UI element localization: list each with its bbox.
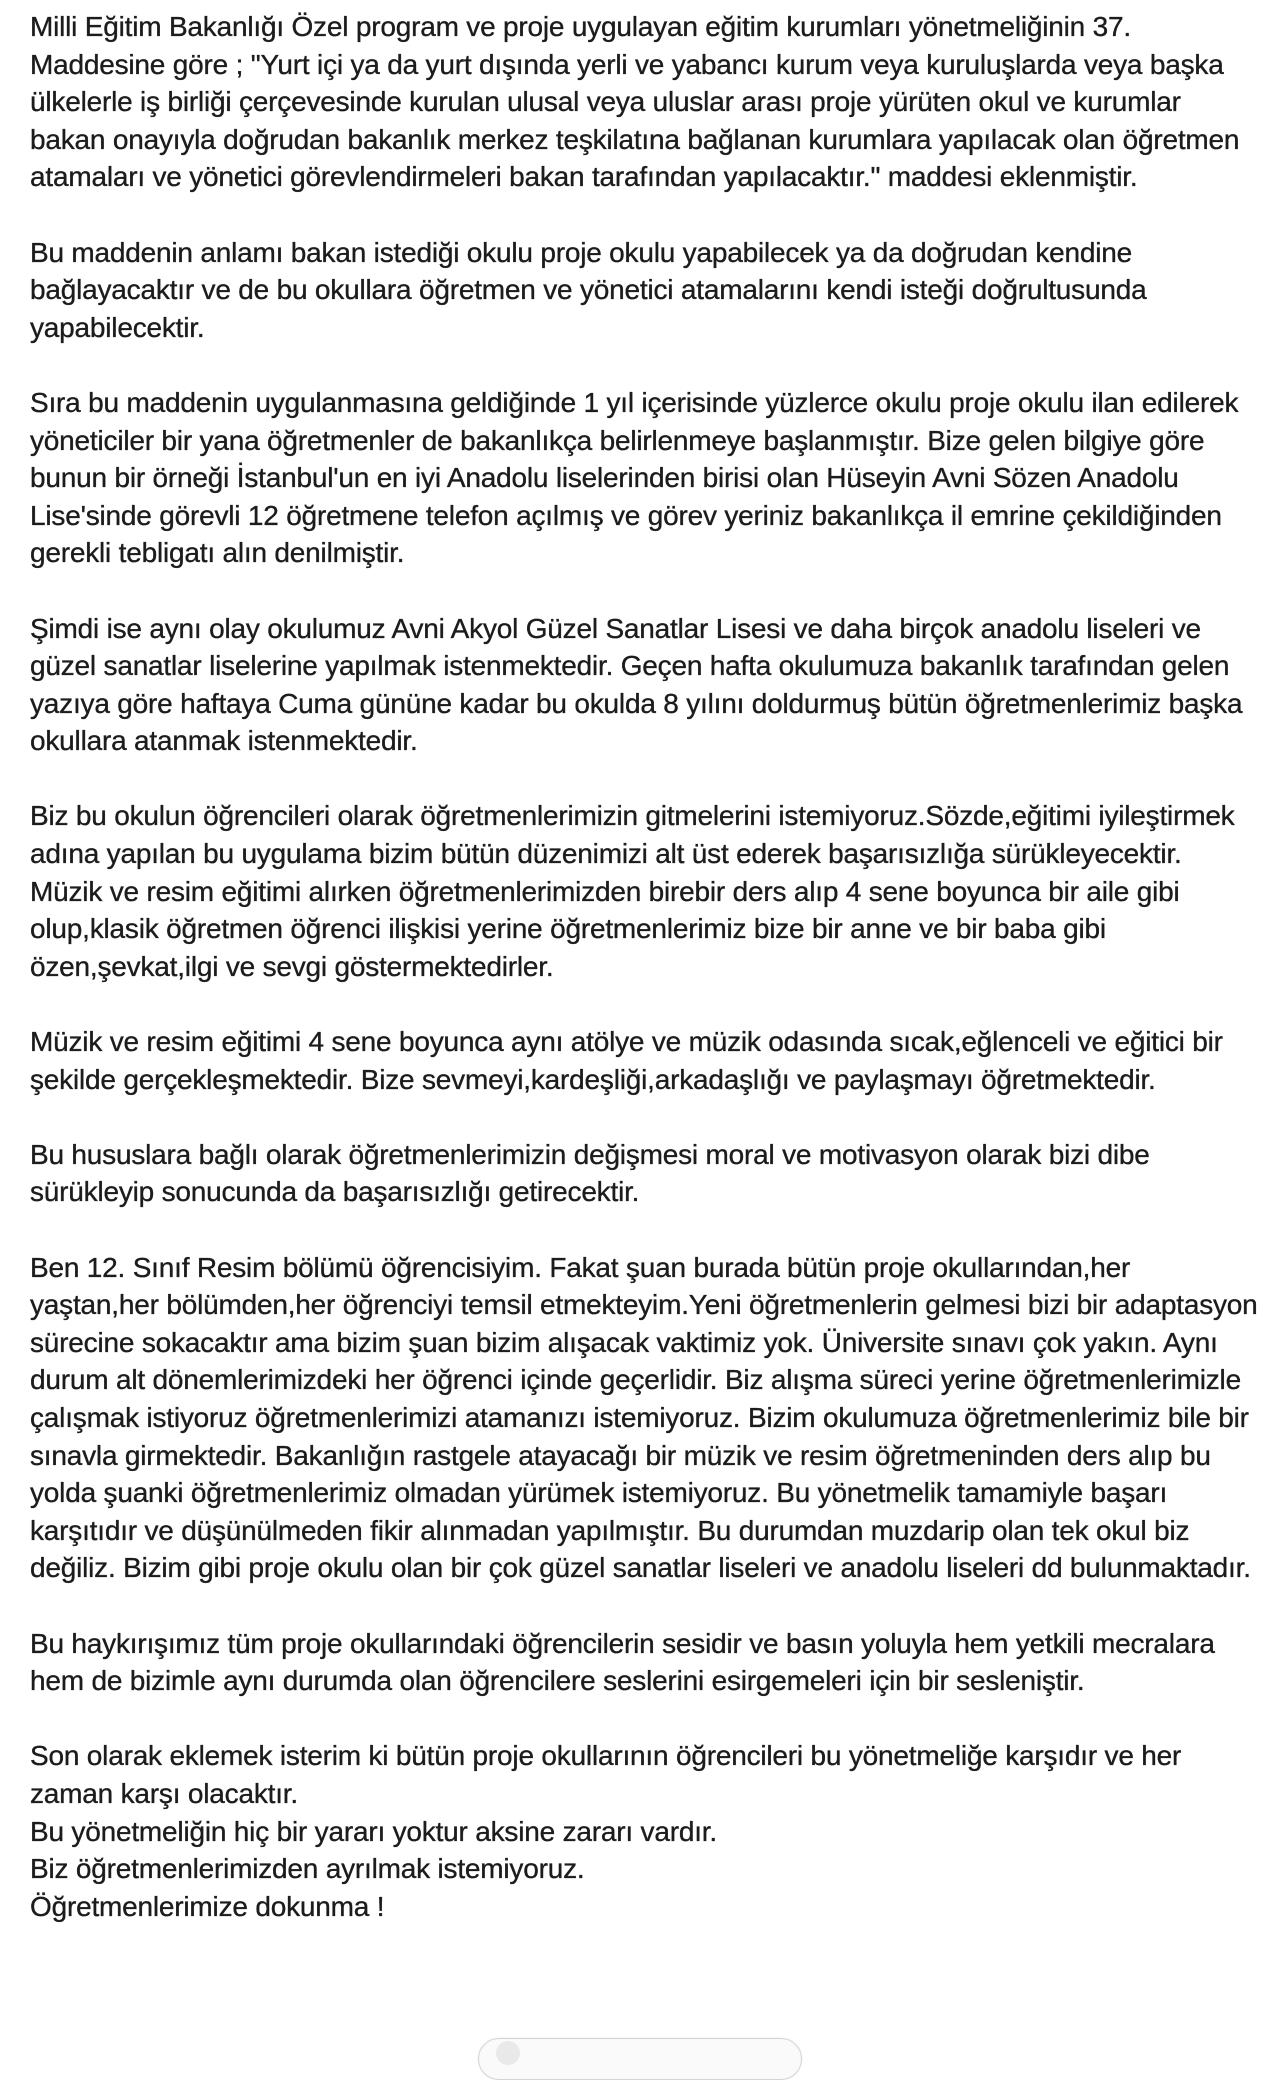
- post-paragraph-3: Sıra bu maddenin uygulanmasına geldiğinde 1 yıl içerisinde yüzlerce okulu proje okulu ilan edilerek yöneticiler bir yana öğretmenler de bakanlıkça belirlenmeye başlanmıştır. Bize gelen bilgiye göre bunun bir örneği İstanbul'un en iyi Anadolu liselerinden birisi olan Hüseyin Avni Sözen Anadolu Lise'sinde görevli 12 öğretmene telefon açılmış ve görev yeriniz bakanlıkça il emrine çekildiğinden gerekli tebligatı alın denilmiştir.: [30, 386, 1239, 569]
- post-paragraph-1: Milli Eğitim Bakanlığı Özel program ve proje uygulayan eğitim kurumları yönetmeliğinin 37. Maddesine göre ; "Yurt içi ya da yurt dışında yerli ve yabancı kurum veya kuruluşlarda veya başka ülkelerle iş birliği çerçevesinde kurulan ulusal veya uluslar arası proje yürüten okul ve kurumlar bakan onayıyla doğrudan bakanlık merkez teşkilatına bağlanan kurumlara yapılacak olan öğretmen atamaları ve yönetici görevlendirmeleri bakan tarafından yapılacaktır." maddesi eklenmiştir.: [30, 11, 1240, 193]
- partially-visible-avatar: [496, 2041, 520, 2065]
- post-paragraph-5: Biz bu okulun öğrencileri olarak öğretmenlerimizin gitmelerini istemiyoruz.Sözde,eğitimi iyileştirmek adına yapılan bu uygulama bizim bütün düzenimizi alt üst ederek başarısızlığa sürükleyecektir. Müzik ve resim eğitimi alırken öğretmenlerimizden birebir ders alıp 4 sene boyunca bir aile gibi olup,klasik öğretmen öğrenci ilişkisi yerine öğretmenlerimiz bize bir anne ve bir baba gibi özen,şevkat,ilgi ve sevgi göstermektedirler.: [30, 800, 1235, 982]
- post-paragraph-9: Bu haykırışımız tüm proje okullarındaki öğrencilerin sesidir ve basın yoluyla hem yetkili mecralara hem de bizimle aynı durumda olan öğrencilere seslerini esirgemeleri için bir sesleniştir.: [30, 1627, 1215, 1697]
- post-paragraph-7: Bu hususlara bağlı olarak öğretmenlerimizin değişmesi moral ve motivasyon olarak bizi dibe sürükleyip sonucunda da başarısızlığı getirecektir.: [30, 1138, 1150, 1208]
- closing-line-4: Öğretmenlerimize dokunma !: [30, 1890, 385, 1922]
- closing-line-2: Bu yönetmeliğin hiç bir yararı yoktur aksine zararı vardır.: [30, 1815, 717, 1847]
- post-paragraph-4: Şimdi ise aynı olay okulumuz Avni Akyol Güzel Sanatlar Lisesi ve daha birçok anadolu liseleri ve güzel sanatlar liselerine yapılmak istenmektedir. Geçen hafta okulumuza bakanlık tarafından gelen yazıya göre haftaya Cuma gününe kadar bu okulda 8 yılını doldurmuş bütün öğretmenlerimiz başka okullara atanmak istenmektedir.: [30, 612, 1243, 757]
- closing-line-1: Son olarak eklemek isterim ki bütün proje okullarının öğrencileri bu yönetmeliğe karşıdır ve her zaman karşı olacaktır.: [30, 1740, 1182, 1809]
- post-body: [30, 8, 1260, 1925]
- closing-line-3: Biz öğretmenlerimizden ayrılmak istemiyoruz.: [30, 1853, 585, 1885]
- post-paragraph-6: Müzik ve resim eğitimi 4 sene boyunca aynı atölye ve müzik odasında sıcak,eğlenceli ve eğitici bir şekilde gerçekleşmektedir. Bize sevmeyi,kardeşliği,arkadaşlığı ve paylaşmayı öğretmektedir.: [30, 1026, 1223, 1095]
- partially-visible-button[interactable]: [478, 2038, 802, 2080]
- post-paragraph-2: Bu maddenin anlamı bakan istediği okulu proje okulu yapabilecek ya da doğrudan kendine bağlayacaktır ve de bu okullara öğretmen ve yönetici atamalarını kendi isteği doğrultusunda yapabilecektir.: [30, 236, 1147, 343]
- post-paragraph-8: Ben 12. Sınıf Resim bölümü öğrencisiyim. Fakat şuan burada bütün proje okullarından,her yaştan,her bölümden,her öğrenciyi temsil etmekteyim.Yeni öğretmenlerin gelmesi bizi bir adaptasyon sürecine sokacaktır ama bizim şuan bizim alışacak vaktimiz yok. Üniversite sınavı çok yakın. Aynı durum alt dönemlerimizdeki her öğrenci içinde geçerlidir. Biz alışma süreci yerine öğretmenlerimizle çalışmak istiyoruz öğretmenlerimizi atamanızı istemiyoruz. Bizim okulumuza öğretmenlerimiz bile bir sınavla girmektedir. Bakanlığın rastgele atayacağı bir müzik ve resim öğretmeninden ders alıp bu yolda şuanki öğretmenlerimiz olmadan yürümek istemiyoruz. Bu yönetmelik tamamiyle başarı karşıtıdır ve düşünülmeden fikir alınmadan yapılmıştır. Bu durumdan muzdarip olan tek okul biz değiliz. Bizim gibi proje okulu olan bir çok güzel sanatlar liseleri ve anadolu liseleri dd bulunmaktadır.: [30, 1251, 1258, 1584]
